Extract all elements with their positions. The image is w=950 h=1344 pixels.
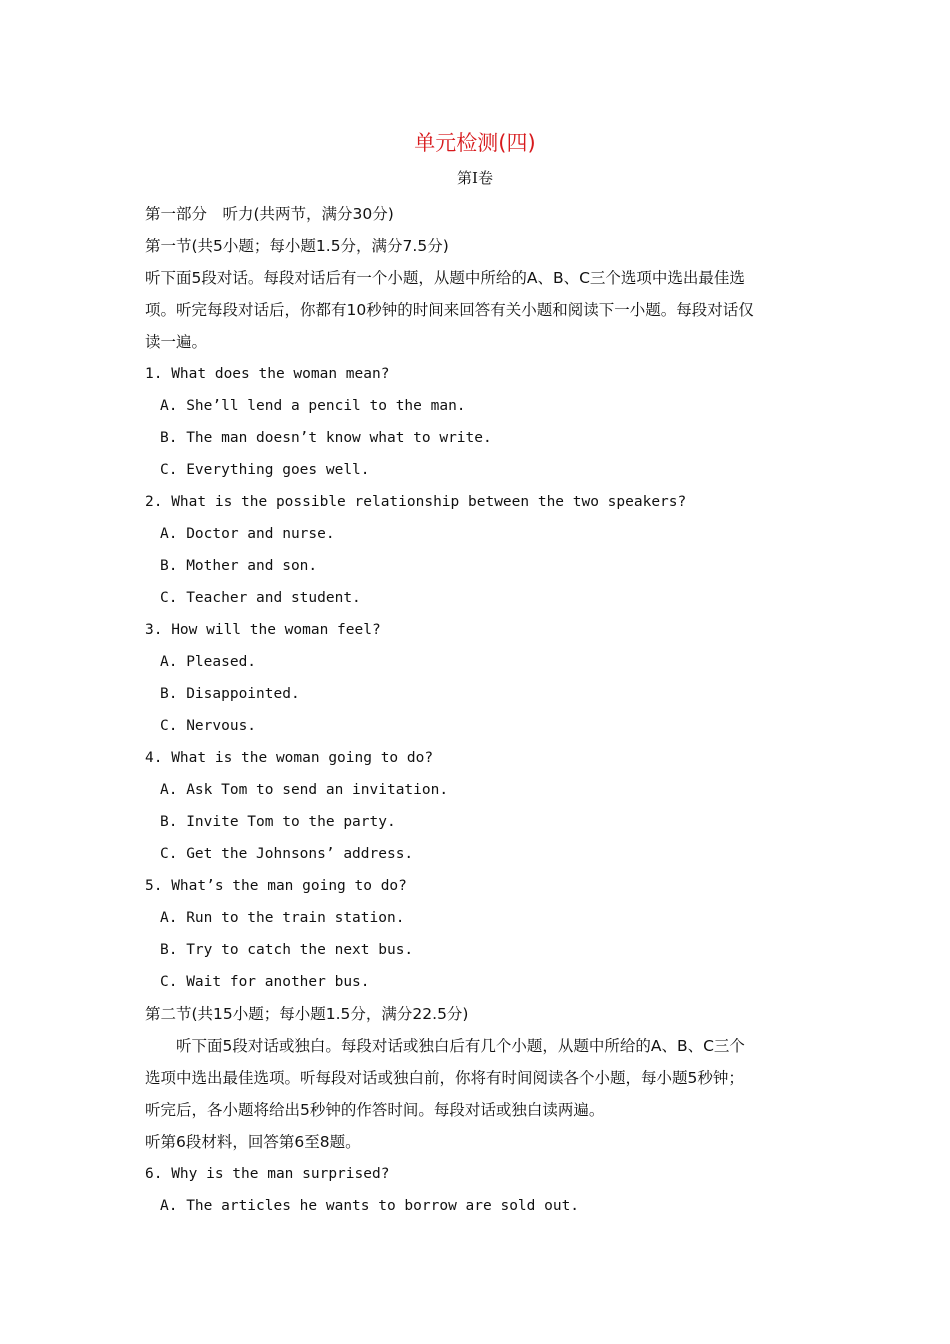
question-option: C. Nervous.: [160, 718, 257, 734]
question-option: B. Disappointed.: [160, 686, 300, 702]
question-stem: 3. How will the woman feel?: [145, 622, 381, 638]
instruction-line: 读一遍。: [145, 333, 208, 351]
instruction-line: 听下面5段对话或独白。每段对话或独白后有几个小题，从题中所给的A、B、C三个: [176, 1037, 745, 1055]
document-title: 单元检测(四): [414, 131, 536, 155]
question-stem: 2. What is the possible relationship between the two speakers?: [145, 494, 687, 510]
question-option: A. Ask Tom to send an invitation.: [160, 782, 449, 798]
question-option: C. Teacher and student.: [160, 590, 361, 606]
question-stem: 4. What is the woman going to do?: [145, 750, 434, 766]
question-stem: 6. Why is the man surprised?: [145, 1166, 390, 1182]
question-option: A. Doctor and nurse.: [160, 526, 335, 542]
instruction-line: 听完后，各小题将给出5秒钟的作答时间。每段对话或独白读两遍。: [145, 1101, 605, 1119]
document-body: [145, 198, 810, 1222]
instruction-line: 项。听完每段对话后，你都有10秒钟的时间来回答有关小题和阅读下一小题。每段对话仅: [145, 301, 754, 319]
volume-subtitle: 第Ⅰ卷: [457, 169, 493, 187]
question-option: A. Pleased.: [160, 654, 257, 670]
question-stem: 5. What’s the man going to do?: [145, 878, 407, 894]
section-heading: 第一节(共5小题；每小题1.5分，满分7.5分): [145, 237, 449, 255]
section-heading: 第二节(共15小题；每小题1.5分，满分22.5分): [145, 1005, 469, 1023]
question-option: B. Mother and son.: [160, 558, 318, 574]
material-heading: 听第6段材料，回答第6至8题。: [145, 1133, 361, 1151]
question-option: B. Try to catch the next bus.: [160, 942, 414, 958]
instruction-line: 听下面5段对话。每段对话后有一个小题，从题中所给的A、B、C三个选项中选出最佳选: [145, 269, 745, 287]
question-option: B. The man doesn’t know what to write.: [160, 430, 492, 446]
question-option: A. Run to the train station.: [160, 910, 405, 926]
question-option: C. Wait for another bus.: [160, 974, 370, 990]
question-option: A. The articles he wants to borrow are sold out.: [160, 1198, 580, 1214]
question-option: C. Get the Johnsons’ address.: [160, 846, 414, 862]
question-option: A. She’ll lend a pencil to the man.: [160, 398, 466, 414]
question-option: B. Invite Tom to the party.: [160, 814, 396, 830]
question-option: C. Everything goes well.: [160, 462, 370, 478]
instruction-line: 选项中选出最佳选项。听每段对话或独白前，你将有时间阅读各个小题，每小题5秒钟；: [145, 1069, 744, 1087]
question-stem: 1. What does the woman mean?: [145, 366, 390, 382]
part-heading: 第一部分 听力(共两节，满分30分): [145, 205, 394, 223]
